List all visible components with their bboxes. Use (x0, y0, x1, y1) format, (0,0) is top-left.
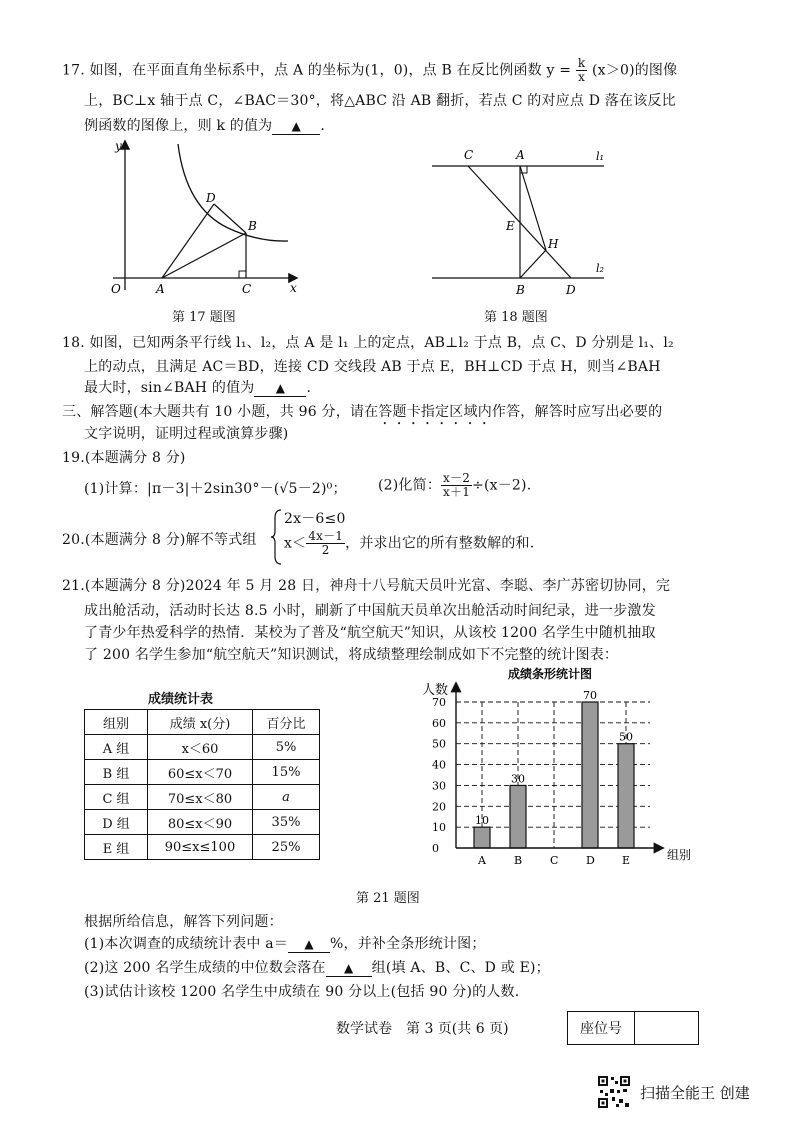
table-cell: 70≤x＜80 (148, 785, 253, 810)
table-header: 成绩 x(分) (148, 710, 253, 735)
table-cell: 5% (253, 735, 320, 760)
q21-line1: 21.(本题满分 8 分)2024 年 5 月 28 日，神舟十八号航天员叶光富、李聪、李广苏密切协同，完 (62, 578, 671, 594)
q21-intro: 根据所给信息，解答下列问题： (84, 914, 283, 930)
table-header: 组别 (85, 710, 148, 735)
label-d: D (566, 283, 576, 297)
y-tick-label: 60 (432, 716, 446, 730)
section-heading: 三、解答题(本大题共有 10 小题，共 96 分，请在答题卡指定区域内作答，解答时应写出必要的 (62, 404, 663, 420)
q19-fraction: $\frac{x-2}{x+1}$ (443, 471, 471, 499)
seat-label: 座位号 (568, 1012, 635, 1044)
bar (582, 702, 598, 848)
answer-blank-triangle: ▲ (291, 119, 302, 133)
label-c: C (242, 282, 252, 296)
q17-fraction: $\frac{k}{x}$ (577, 56, 586, 84)
label-e: E (506, 219, 515, 233)
y-axis-label: 人数 (422, 683, 449, 698)
q20-inequality2: x＜ $\frac{4x-1}{2}$ ，并求出它的所有整数解的和. (284, 529, 535, 557)
hyperbola-curve (178, 144, 288, 241)
table-row (85, 835, 320, 860)
q17-figure (108, 138, 308, 298)
label-o: O (111, 282, 121, 296)
q21-sub3: (3)试估计该校 1200 名学生中成绩在 90 分以上(包括 90 分)的人数. (84, 984, 520, 1000)
q20-fraction: $\frac{4x-1}{2}$ (308, 529, 344, 557)
y-tick-label: 70 (432, 696, 446, 709)
bar-value-label: 50 (619, 730, 633, 744)
x-axis-label: 组别 (667, 848, 692, 862)
q20-inequality1: 2x－6≤0 (284, 511, 346, 527)
label-l2: l₂ (596, 262, 604, 275)
label-a: A (516, 148, 525, 162)
answer-blank-triangle: ▲ (343, 961, 354, 975)
label-h: H (548, 237, 559, 251)
table-cell: A 组 (85, 735, 148, 760)
q19-part1: (1)计算：|π－3|＋2sin30°－(√5－2)⁰； (84, 481, 347, 497)
table-cell: D 组 (85, 810, 148, 835)
label-a: A (156, 282, 165, 296)
right-angle-mark (239, 271, 246, 278)
label-x: x (290, 281, 297, 295)
q18-caption: 第 18 题图 (484, 310, 548, 325)
x-tick-label: C (550, 854, 559, 867)
answer-blank-triangle: ▲ (275, 381, 286, 395)
table-cell: 60≤x＜70 (148, 760, 253, 785)
x-tick-label: D (586, 854, 595, 867)
y-tick-label: 20 (432, 800, 446, 814)
section-heading-line2: 文字说明，证明过程或演算步骤) (84, 426, 289, 442)
x-tick-label: A (478, 854, 486, 867)
qr-code-icon (597, 1075, 631, 1109)
scanner-watermark: 扫描全能王 创建 (640, 1084, 750, 1102)
q21-sub2: (2)这 200 名学生成绩的中位数会落在 ▲ 组(填 A、B、C、D 或 E)； (84, 960, 550, 976)
label-b: B (248, 219, 257, 233)
q21-line3: 了青少年热爱科学的热情．某校为了普及“航空航天”知识，从该校 1200 名学生中随机抽取 (84, 625, 656, 641)
y-tick-label: 50 (432, 737, 446, 751)
label-l1: l₁ (596, 150, 604, 163)
x-tick-label: B (514, 854, 523, 867)
q18-line1: 18. 如图，已知两条平行线 l₁、l₂，点 A 是 l₁ 上的定点，AB⊥l₂ 于点 B，点 C、D 分别是 l₁、l₂ (62, 335, 674, 351)
table-cell: 35% (253, 810, 320, 835)
q17-line2: 上，BC⊥x 轴于点 C，∠BAC＝30°，将△ABC 沿 AB 翻折，若点 C 的对应点 D 落在该反比 (84, 93, 676, 109)
table-cell: 25% (253, 835, 320, 860)
seat-number-box (567, 1011, 699, 1045)
bar (474, 827, 490, 848)
answer-blank-triangle: ▲ (304, 937, 314, 951)
page-footer: 数学试卷 第 3 页(共 6 页) (336, 1021, 509, 1037)
label-d: D (206, 191, 216, 205)
bar-value-label: 10 (475, 814, 489, 828)
segment-ad (162, 204, 214, 278)
q21-fig-caption: 第 21 题图 (356, 891, 420, 906)
brace-icon (270, 508, 282, 566)
table-cell: a (253, 785, 320, 810)
seat-number-field (635, 1012, 698, 1044)
table-title: 成绩统计表 (148, 692, 214, 707)
table-row (85, 735, 320, 760)
y-tick-label: 10 (432, 821, 446, 835)
chart-title: 成绩条形统计图 (508, 667, 593, 681)
q17-caption: 第 17 题图 (172, 310, 236, 325)
label-y: y (115, 139, 122, 153)
table-cell: x＜60 (148, 735, 253, 760)
table-cell: B 组 (85, 760, 148, 785)
bar-chart (410, 662, 710, 872)
table-row (85, 760, 320, 785)
bar-value-label: 30 (511, 772, 525, 786)
segment-ab (162, 233, 246, 278)
bar (618, 744, 634, 848)
table-row (85, 785, 320, 810)
q21-line2: 成出舱活动，活动时长达 8.5 小时，刷新了中国航天员单次出舱活动时间纪录，进一步激发 (84, 603, 656, 619)
y-tick-label: 30 (432, 779, 446, 793)
table-header-row (85, 710, 320, 735)
table-header: 百分比 (253, 710, 320, 735)
label-b: B (516, 283, 525, 297)
table-cell: 90≤x≤100 (148, 835, 253, 860)
score-table (84, 709, 320, 860)
q19-part2: (2)化简： $\frac{x-2}{x+1}$ ÷(x－2). (378, 471, 532, 499)
y-tick-label: 0 (432, 842, 439, 855)
q18-figure (428, 142, 614, 300)
q20-head: 20.(本题满分 8 分)解不等式组 (62, 532, 257, 548)
q21-line4: 了 200 名学生参加“航空航天”知识测试，将成绩整理绘制成如下不完整的统计图表： (84, 647, 619, 663)
q18-line2: 上的动点，且满足 AC＝BD，连接 CD 交线段 AB 于点 E，BH⊥CD 于点 H，则当∠BAH (84, 359, 661, 375)
table-cell: 15% (253, 760, 320, 785)
bar (510, 785, 526, 848)
bar-value-label: 70 (583, 689, 597, 702)
segment-bh (520, 250, 546, 278)
table-cell: E 组 (85, 835, 148, 860)
q21-sub1: (1)本次调查的成绩统计表中 a＝ ▲ %，并补全条形统计图； (84, 936, 486, 952)
q17-line1: 17. 如图，在平面直角坐标系中，点 A 的坐标为(1，0)，点 B 在反比例函数 y = $\frac{k}{x}$ (x＞0)的图像 (62, 56, 678, 84)
table-cell: 80≤x＜90 (148, 810, 253, 835)
table-cell: C 组 (85, 785, 148, 810)
q18-line3: 最大时，sin∠BAH 的值为 ▲ . (84, 380, 312, 396)
y-tick-label: 40 (432, 758, 446, 772)
table-row (85, 810, 320, 835)
label-c: C (464, 148, 474, 162)
q19-head: 19.(本题满分 8 分) (62, 450, 186, 466)
q17-line3: 例函数的图像上，则 k 的值为 ▲ . (84, 118, 326, 134)
x-tick-label: E (622, 854, 631, 867)
